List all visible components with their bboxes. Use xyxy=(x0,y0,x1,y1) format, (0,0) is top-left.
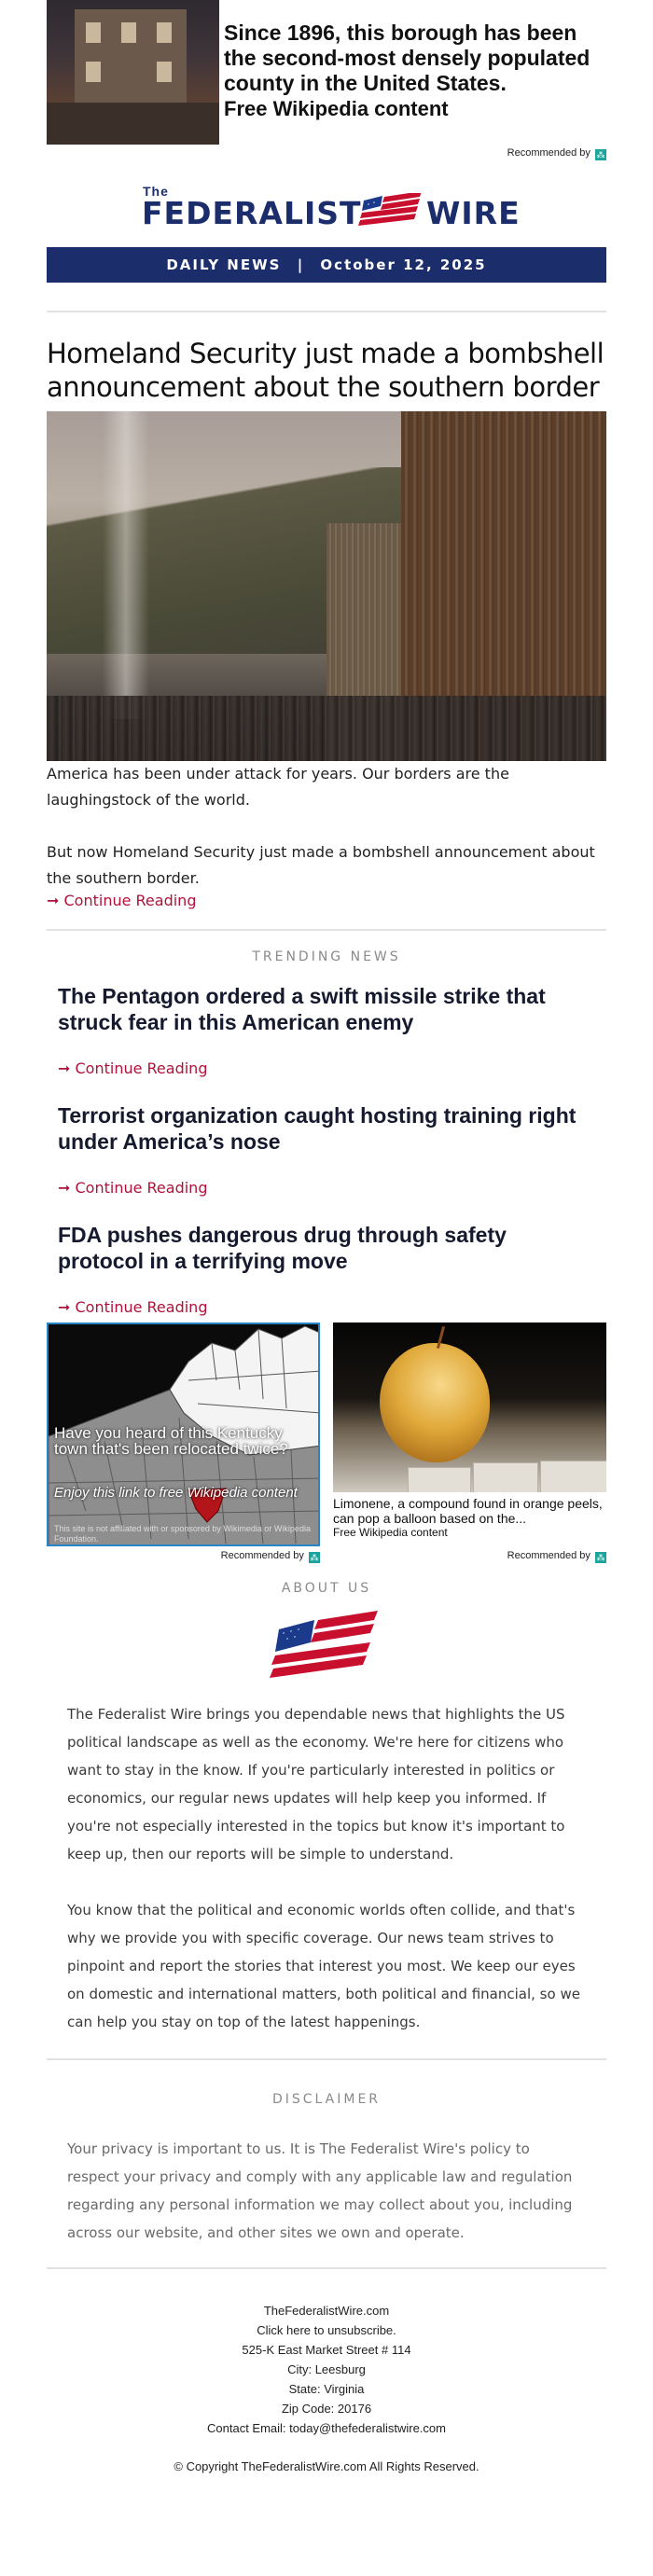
recommended-by-label: Recommended by xyxy=(220,1550,304,1561)
disclaimer-text: Your privacy is important to us. It is The Federalist Wire's policy to respect your privacy and comply with any applicable law and regulation regarding any personal information we may collect about you, including across our website, and other sites we own and operate. xyxy=(67,2140,573,2241)
logo-name-right: WIRE xyxy=(426,195,521,231)
recommended-by-left[interactable] xyxy=(47,1550,320,1563)
top-ad-source[interactable]: Free Wikipedia content xyxy=(224,97,449,120)
main-article-paragraph-1: America has been under attack for years. Our borders are the laughingstock of the world. xyxy=(47,765,509,809)
divider xyxy=(47,2267,606,2269)
top-ad-headline-block[interactable] xyxy=(224,21,606,121)
footer xyxy=(47,2301,606,2476)
logo-the: The xyxy=(143,184,169,199)
recommended-by[interactable] xyxy=(47,145,606,163)
trending-heading: TRENDING NEWS xyxy=(252,949,401,964)
divider xyxy=(47,929,606,931)
ad-left-subtext[interactable]: Enjoy this link to free Wikipedia content xyxy=(54,1485,298,1501)
footer-copyright: © Copyright TheFederalistWire.com All Rights Reserved. xyxy=(174,2459,479,2473)
site-logo[interactable] xyxy=(47,171,606,238)
trending-item-title[interactable]: The Pentagon ordered a swift missile strike that struck fear in this American enemy xyxy=(58,984,546,1034)
about-paragraph-1: The Federalist Wire brings you dependable news that highlights the US political landscape as well as the economy. We're here for citizens who want to stay in the know. If you're particularly interested in politics or economics, our regular news updates will help keep you informed. If you're not especially interested in the topics but know it's important to keep up, then our reports will be simple to understand. xyxy=(67,1706,565,1863)
recommended-by-label: Recommended by xyxy=(507,1550,590,1561)
trending-item xyxy=(47,1222,606,1317)
trending-item xyxy=(47,1102,606,1198)
daily-news-bar xyxy=(47,247,606,283)
flag-logo-icon xyxy=(268,1609,385,1687)
footer-email: Contact Email: today@thefederalistwire.com xyxy=(207,2421,446,2435)
main-article-image[interactable] xyxy=(47,411,606,761)
trending-item xyxy=(47,983,606,1078)
footer-state: State: Virginia xyxy=(288,2382,365,2396)
trending-item-title[interactable]: Terrorist organization caught hosting training right under America’s nose xyxy=(58,1103,577,1154)
about-flag xyxy=(47,1609,606,1687)
ad-left-headline[interactable]: Have you heard of this Kentucky town that's been relocated twice? xyxy=(54,1424,288,1458)
main-article-title[interactable]: Homeland Security just made a bombshell announcement about the southern border xyxy=(47,338,604,403)
footer-street: 525-K East Market Street # 114 xyxy=(242,2343,411,2357)
divider xyxy=(47,2058,606,2060)
trending-item-continue-link[interactable]: ➞ Continue Reading xyxy=(58,1059,208,1077)
sponsored-ads-row xyxy=(47,1323,606,1570)
ad-right-caption[interactable]: Limonene, a compound found in orange peels, can pop a balloon based on the... xyxy=(333,1496,603,1526)
recommender-logo-icon: ⁂ xyxy=(596,150,605,159)
ad-right-image[interactable] xyxy=(333,1323,606,1492)
sponsored-ad-left[interactable] xyxy=(47,1323,320,1546)
ad-left-credit: This site is not affiliated with or sponsored by Wikimedia or Wikipedia Foundation. xyxy=(54,1524,311,1544)
logo-name-left: FEDERALIST xyxy=(142,195,362,231)
top-ad[interactable] xyxy=(47,0,606,145)
trending-item-continue-link[interactable]: ➞ Continue Reading xyxy=(58,1179,208,1197)
recommender-logo-icon: ⁂ xyxy=(310,1553,319,1562)
divider xyxy=(47,311,606,312)
trending-item-title[interactable]: FDA pushes dangerous drug through safety protocol in a terrifying move xyxy=(58,1223,507,1273)
top-ad-image[interactable] xyxy=(47,0,219,145)
footer-zip: Zip Code: 20176 xyxy=(281,2402,372,2416)
disclaimer-heading: DISCLAIMER xyxy=(271,2092,382,2107)
about-heading: ABOUT US xyxy=(281,1581,372,1596)
daily-news-separator: | xyxy=(297,256,305,273)
sponsored-ad-right[interactable] xyxy=(333,1323,606,1546)
main-article-continue-link[interactable]: ➞ Continue Reading xyxy=(47,892,197,909)
daily-news-label: DAILY NEWS xyxy=(166,256,282,273)
recommender-logo-icon: ⁂ xyxy=(596,1553,605,1562)
recommended-by-label: Recommended by xyxy=(507,147,590,159)
flag-logo-icon xyxy=(354,193,427,230)
ad-right-source[interactable]: Free Wikipedia content xyxy=(333,1526,448,1539)
main-article-paragraph-2: But now Homeland Security just made a bombshell announcement about the southern border. xyxy=(47,843,595,887)
footer-site-link[interactable]: TheFederalistWire.com xyxy=(263,2304,390,2318)
footer-city: City: Leesburg xyxy=(287,2362,366,2376)
top-ad-headline[interactable]: Since 1896, this borough has been the second-most densely populated county in the United States. xyxy=(224,21,590,95)
about-paragraph-2: You know that the political and economic worlds often collide, and that's why we provide you with specific coverage. Our news team strives to pinpoint and report the stories that interest you most. We keep our eyes on domestic and international matters, both political and financial, so we can help you stay on top of the latest happenings. xyxy=(67,1902,580,2030)
recommended-by-right[interactable] xyxy=(333,1550,606,1563)
daily-news-date: October 12, 2025 xyxy=(320,256,487,273)
trending-item-continue-link[interactable]: ➞ Continue Reading xyxy=(58,1298,208,1316)
unsubscribe-link[interactable]: Click here to unsubscribe. xyxy=(257,2323,396,2337)
